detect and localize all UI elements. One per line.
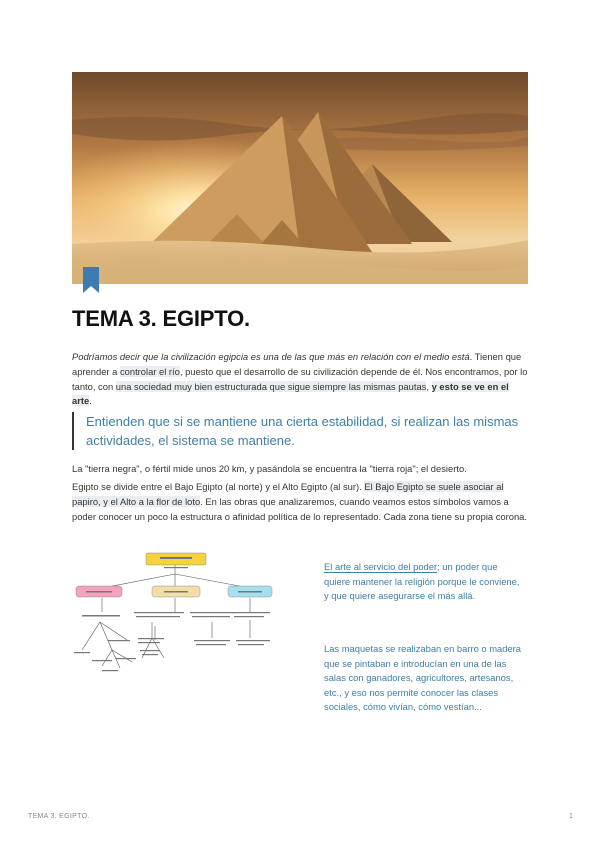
intro-text: . Tienen que aprender a: [72, 351, 522, 377]
intro-text: ,: [426, 380, 432, 392]
intro-text: , puesto que el desarrollo de su civilización depende de él. Nos encontramos, por lo tanto, con: [72, 365, 528, 392]
division-text: Egipto se divide entre el Bajo Egipto (al norte) y el Alto Egipto (al sur).: [72, 481, 365, 492]
highlight-controlar-rio: controlar el río: [119, 365, 180, 377]
paragraph-tierra: La "tierra negra", o fértil mide unos 20 km, y pasándola se encuentra la "tierra roja"; el desierto.: [72, 463, 467, 474]
callout-quote: Entienden que si se mantiene una cierta estabilidad, si realizan las mismas actividades, el sistema se mantiene.: [72, 412, 528, 450]
side-note-text: ; un poder que quiere mantener la religión porque le conviene, y que quiere asegurarse el más allá.: [324, 561, 520, 602]
highlight-papiro-loto: El Bajo Egipto se suele asociar al papiro, y el Alto a la flor de loto: [72, 481, 504, 507]
intro-paragraph: [72, 350, 528, 409]
side-note-maquetas: Las maquetas se realizaban en barro o madera que se pintaban e introducían en una de las salas con ganadores, agricultores, artesanos, etc., y eso nos permite conocer las clases sociales, cómo vivían, cómo vestían...: [324, 643, 521, 713]
footer-title: TEMA 3. EGIPTO.: [28, 813, 90, 820]
side-note-link[interactable]: El arte al servicio del poder: [324, 561, 438, 572]
cover-image: [72, 72, 528, 284]
page-number: 1: [569, 813, 574, 820]
bookmark-icon: [82, 266, 100, 294]
side-note-poder: [324, 560, 524, 604]
highlight-sociedad: una sociedad muy bien estructurada que sigue siempre las mismas pautas: [115, 380, 427, 392]
intro-italic: Podríamos decir que la civilización egipcia es una de las que más en relación con el medio está: [72, 351, 470, 362]
intro-bold: y esto se ve en el arte: [72, 380, 509, 407]
intro-text: .: [89, 395, 92, 407]
hierarchy-diagram: [72, 550, 302, 680]
page-title: TEMA 3. EGIPTO.: [72, 306, 250, 331]
division-text: . En las obras que analizaremos, cuando veamos estos símbolos vamos a poder conocer un poco la estructura o afinidad política de lo representado. Cada zona tiene su propia corona.: [72, 495, 527, 522]
paragraph-division: [72, 480, 528, 524]
